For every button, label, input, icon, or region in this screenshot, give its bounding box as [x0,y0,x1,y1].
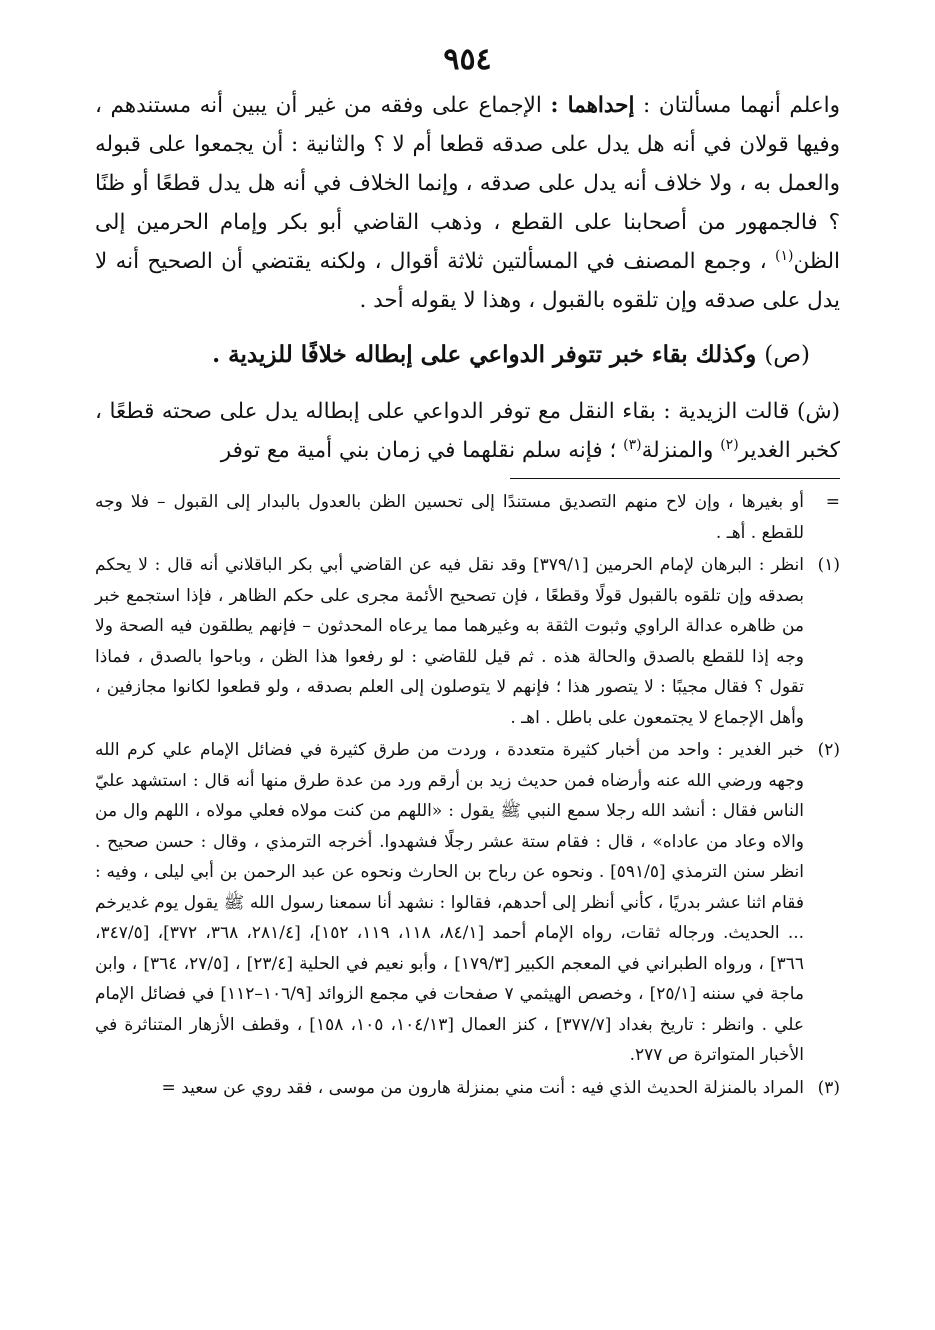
footnote-3 [95,1073,840,1104]
footnote-text: أو بغيرها ، وإن لاح منهم التصديق مستندًا إلى تحسين الظن بالعدول بالبدار إلى القبول – فلا وجه للقطع . أهـ . [95,492,804,543]
section-heading [95,332,810,378]
heading-text: وكذلك بقاء خبر تتوفر الدواعي على إبطاله خلافًا للزيدية . [212,341,765,368]
footnote-1 [95,550,840,733]
footnote-marker: (٢) [817,740,840,760]
p2-text-c: ؛ فإنه سلم نقلهما في زمان بني أمية مع توفر [220,438,624,463]
p1-bold-term: إحداهما : [550,93,635,118]
paragraph-1 [95,86,840,320]
paragraph-2 [95,392,840,470]
footnote-ref-1[interactable]: (١) [775,247,794,264]
page-number: ٩٥٤ [443,42,492,77]
p1-text-b: الإجماع على وفقه من غير أن يبين أنه مستندهم ، وفيها قولان في أنه هل يدل على صدقه قطعا أم لا ؟ والثانية : أن يجمعوا على قبوله والعمل به ، ولا خلاف أنه يدل على صدقه ، وإنما الخلاف في أنه هل يدل قطعًا أو ظنًا ؟ فالجمهور من أصحابنا على القطع ، وذهب القاضي أبو بكر وإمام الحرمين إلى الظن [95,93,840,274]
footnotes [95,487,840,1103]
p1-text-c: ، وجمع المصنف في المسألتين ثلاثة أقوال ، ولكنه يقتضي أن الصحيح أنه لا يدل على صدقه وإن تلقوه بالقبول ، وهذا لا يقوله أحد . [95,249,840,313]
p2-text-a: (ش) قالت الزيدية : بقاء النقل مع توفر الدواعي على إبطاله يدل على صحته قطعًا ، كخبر الغدير [95,399,840,463]
footnote-ref-2[interactable]: (٢) [720,436,739,453]
footnote-text: المراد بالمنزلة الحديث الذي فيه : أنت مني بمنزلة هارون من موسى ، فقد روي عن سعيد = [161,1077,804,1098]
heading-marker: (ص) [764,342,810,368]
footnote-2 [95,735,840,1071]
footnote-text: خبر الغدير : واحد من أخبار كثيرة متعددة ، وردت من طرق كثيرة في فضائل الإمام علي كرم الله وجهه ورضي الله عنه وأرضاه فمن حديث زيد بن أرقم ورد من عدة طرق منها أنه قال : استشهد عليّ الناس فقال : أنشد الله رجلا سمع النبي ﷺ يقول : «اللهم من كنت مولاه فعلي مولاه ، اللهم وال من والاه وعاد من عاداه» ، قال : فقام ستة عشر رجلًا فشهدوا. أخرجه الترمذي ، وقال : حسن صحيح . انظر سنن الترمذي [٥٩١/٥] . ونحوه عن رباح بن الحارث ونحوه عن عبد الرحمن بن أبي ليلى ، وفيه : فقام اثنا عشر بدريًا ، كأني أنظر إلى أحدهم، فقالوا : نشهد أنا سمعنا رسول الله ﷺ يقول يوم غديرخم ... الحديث. ورجاله ثقات، رواه الإمام أحمد [٨٤/١، ١١٨، ١١٩، ١٥٢]، [٢٨١/٤، ٣٦٨، ٣٧٢]، [٣٤٧/٥، ٣٦٦] ، ورواه الطبراني في المعجم الكبير [١٧٩/٣] ، وأبو نعيم في الحلية [٢٣/٤] ، [٢٧/٥، ٣٦٤] ، وابن ماجة في سننه [٢٥/١] ، وخصص الهيثمي ٧ صفحات في مجمع الزوائد [١٠٦/٩–١١٢] في فضائل الإمام علي . وانظر : تاريخ بغداد [٣٧٧/٧] ، كنز العمال [١٠٤/١٣، ١٠٥، ١٥٨] ، وقطف الأزهار المتناثرة في الأخبار المتواترة ص ٢٧٧. [95,740,805,1065]
footnote-ref-3[interactable]: (٣) [623,436,642,453]
footnote-continuation [95,487,840,548]
footnote-marker: (٣) [817,1077,840,1098]
p2-text-b: والمنزلة [641,438,721,463]
footnote-text: انظر : البرهان لإمام الحرمين [٣٧٩/١] وقد نقل فيه عن القاضي أبي بكر الباقلاني أنه قال : لا يحكم بصدقه وإن تلقوه بالقبول قولًا وقطعًا ، فإن تصحيح الأئمة مجرى على حكم الظاهر ، فإذا استجمع خبر من ظاهره عدالة الراوي وثبوت الثقة به وغيرهما مما يرعاه المحدثون – فإنهم يطلقون فيه الصحة ولا وجه إذا للقطع بالصدق والحالة هذه . ثم قيل للقاضي : لو رفعوا هذا الظن ، وباحوا بالصدق ، فماذا تقول ؟ فقال مجيبًا : لا يتصور هذا ؛ فإنهم لا يتوصلون إلى العلم بصدقه ، ولو قطعوا لكانوا مجازفين ، وأهل الإجماع لا يجتمعون على باطل . اهـ . [95,555,805,728]
p1-text-a: واعلم أنهما مسألتان : [634,93,841,118]
footnote-marker: (١) [817,555,840,575]
footnote-divider [510,478,840,479]
main-text [95,86,840,470]
footnote-marker: = [825,492,840,512]
